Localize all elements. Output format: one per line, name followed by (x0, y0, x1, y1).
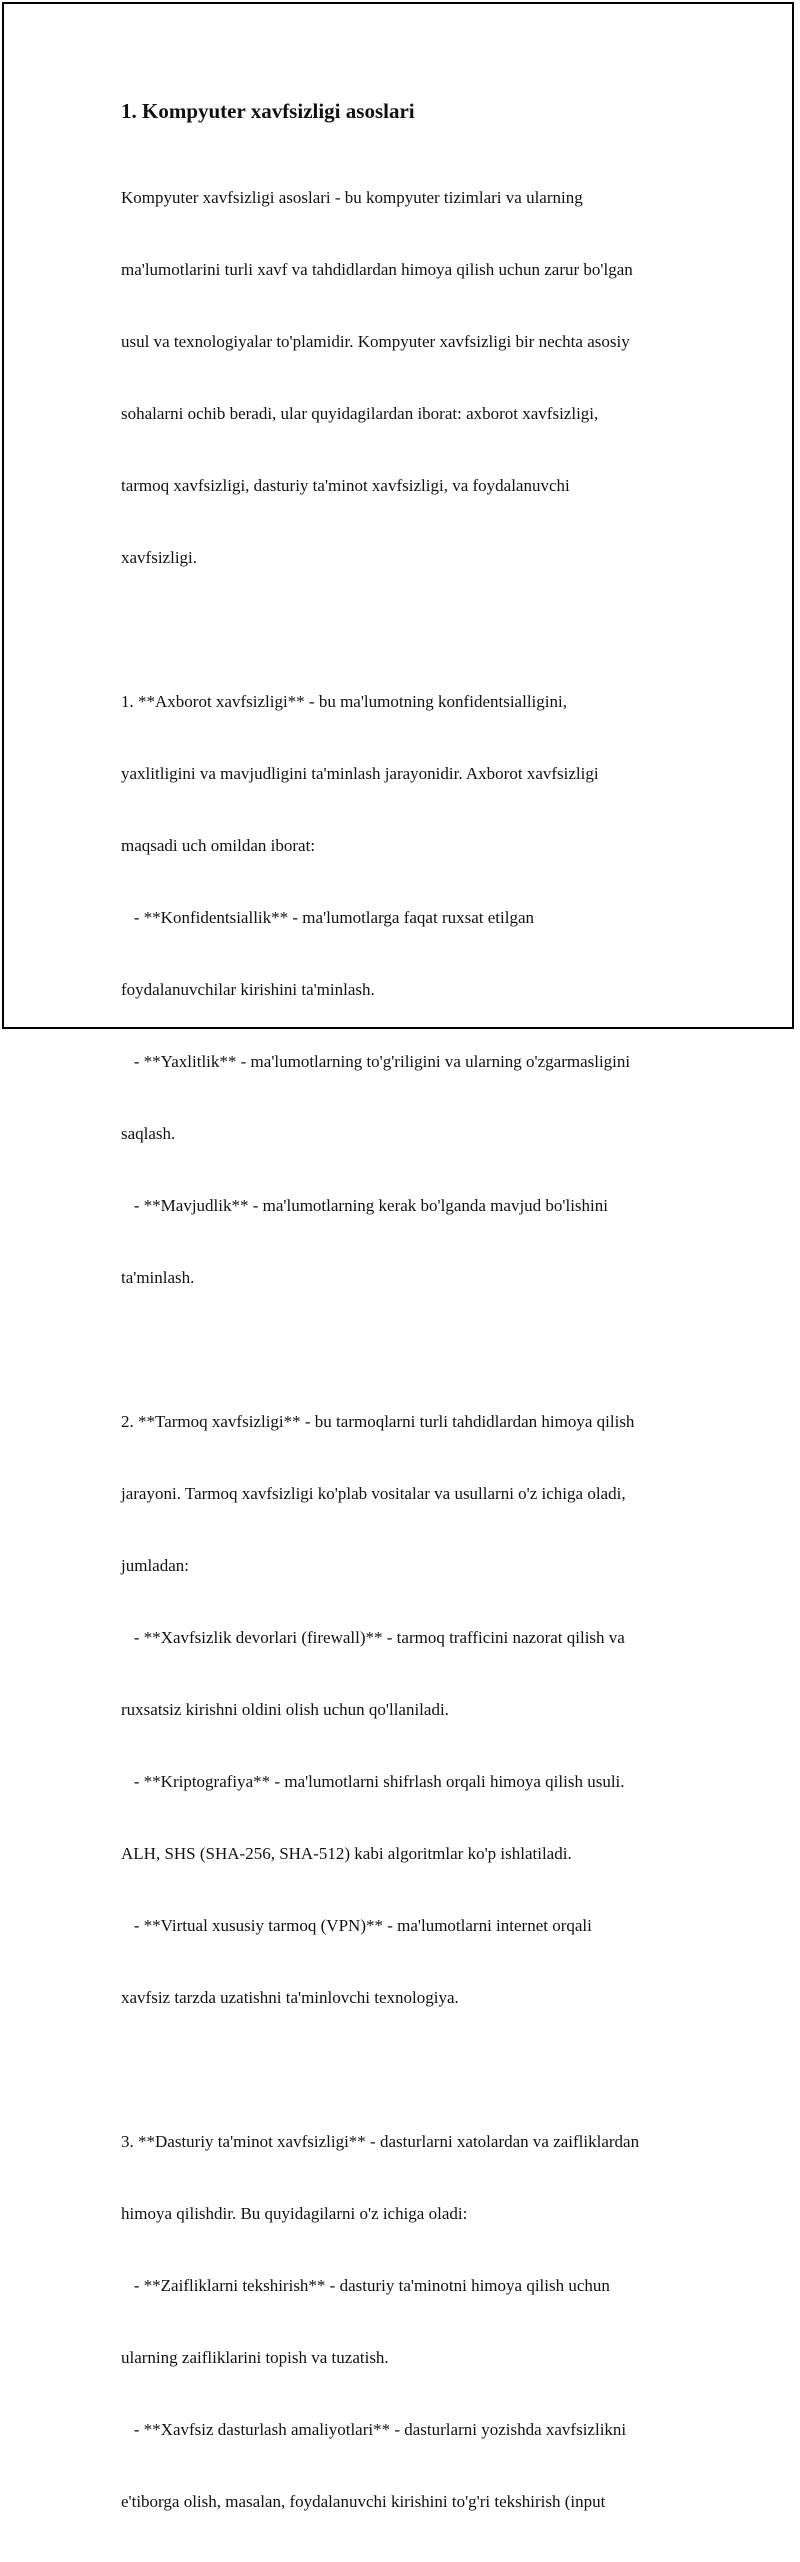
text-line: xavfsizligi. (121, 548, 198, 567)
text-line: - **Kriptografiya** - ma'lumotlarni shifrlash orqali himoya qilish usuli. (121, 1772, 625, 1791)
body-text (121, 138, 701, 2562)
text-line: 3. **Dasturiy ta'minot xavfsizligi** - dasturlarni xatolardan va zaifliklardan (121, 2132, 640, 2151)
blank-line (121, 618, 701, 642)
text-line: - **Zaifliklarni tekshirish** - dasturiy ta'minotni himoya qilish uchun (121, 2276, 610, 2295)
text-line: 2. **Tarmoq xavfsizligi** - bu tarmoqlarni turli tahdidlardan himoya qilish (121, 1412, 635, 1431)
text-line: - **Konfidentsiallik** - ma'lumotlarga faqat ruxsat etilgan (121, 908, 535, 927)
text-line: xavfsiz tarzda uzatishni ta'minlovchi texnologiya. (121, 1988, 459, 2007)
text-line: ularning zaifliklarini topish va tuzatish. (121, 2348, 389, 2367)
text-line: jarayoni. Tarmoq xavfsizligi ko'plab vositalar va usullarni o'z ichiga oladi, (121, 1484, 626, 1503)
text-line: 1. **Axborot xavfsizligi** - bu ma'lumotning konfidentsialligini, (121, 692, 567, 711)
blank-line (121, 2058, 701, 2082)
text-line: ALH, SHS (SHA-256, SHA-512) kabi algoritmlar ko'p ishlatiladi. (121, 1844, 572, 1863)
text-line: - **Xavfsiz dasturlash amaliyotlari** - dasturlarni yozishda xavfsizlikni (121, 2420, 627, 2439)
text-line: himoya qilishdir. Bu quyidagilarni o'z ichiga oladi: (121, 2204, 468, 2223)
text-line: saqlash. (121, 1124, 176, 1143)
text-line: - **Virtual xususiy tarmoq (VPN)** - ma'lumotlarni internet orqali (121, 1916, 592, 1935)
text-line: foydalanuvchilar kirishini ta'minlash. (121, 980, 375, 999)
blank-line (121, 1338, 701, 1362)
text-line: Kompyuter xavfsizligi asoslari - bu kompyuter tizimlari va ularning (121, 188, 583, 207)
section-heading: 1. Kompyuter xavfsizligi asoslari (121, 99, 415, 123)
text-line: ma'lumotlarini turli xavf va tahdidlardan himoya qilish uchun zarur bo'lgan (121, 260, 633, 279)
text-line: usul va texnologiyalar to'plamidir. Kompyuter xavfsizligi bir nechta asosiy (121, 332, 630, 351)
text-line: yaxlitligini va mavjudligini ta'minlash jarayonidir. Axborot xavfsizligi (121, 764, 599, 783)
text-line: maqsadi uch omildan iborat: (121, 836, 316, 855)
text-line: jumladan: (121, 1556, 189, 1575)
page-frame (2, 2, 794, 2511)
text-line: - **Xavfsizlik devorlari (firewall)** - tarmoq trafficini nazorat qilish va (121, 1628, 625, 1647)
text-line: e'tiborga olish, masalan, foydalanuvchi kirishini to'g'ri tekshirish (input (121, 2492, 606, 2511)
text-line: ruxsatsiz kirishni oldini olish uchun qo'llaniladi. (121, 1700, 449, 1719)
text-line: - **Yaxlitlik** - ma'lumotlarning to'g'riligini va ularning o'zgarmasligini (121, 1052, 631, 1071)
document-body (121, 98, 701, 2562)
text-line: ta'minlash. (121, 1268, 195, 1287)
text-line: - **Mavjudlik** - ma'lumotlarning kerak bo'lganda mavjud bo'lishini (121, 1196, 608, 1215)
text-line: sohalarni ochib beradi, ular quyidagilardan iborat: axborot xavfsizligi, (121, 404, 599, 423)
text-line: tarmoq xavfsizligi, dasturiy ta'minot xavfsizligi, va foydalanuvchi (121, 476, 570, 495)
